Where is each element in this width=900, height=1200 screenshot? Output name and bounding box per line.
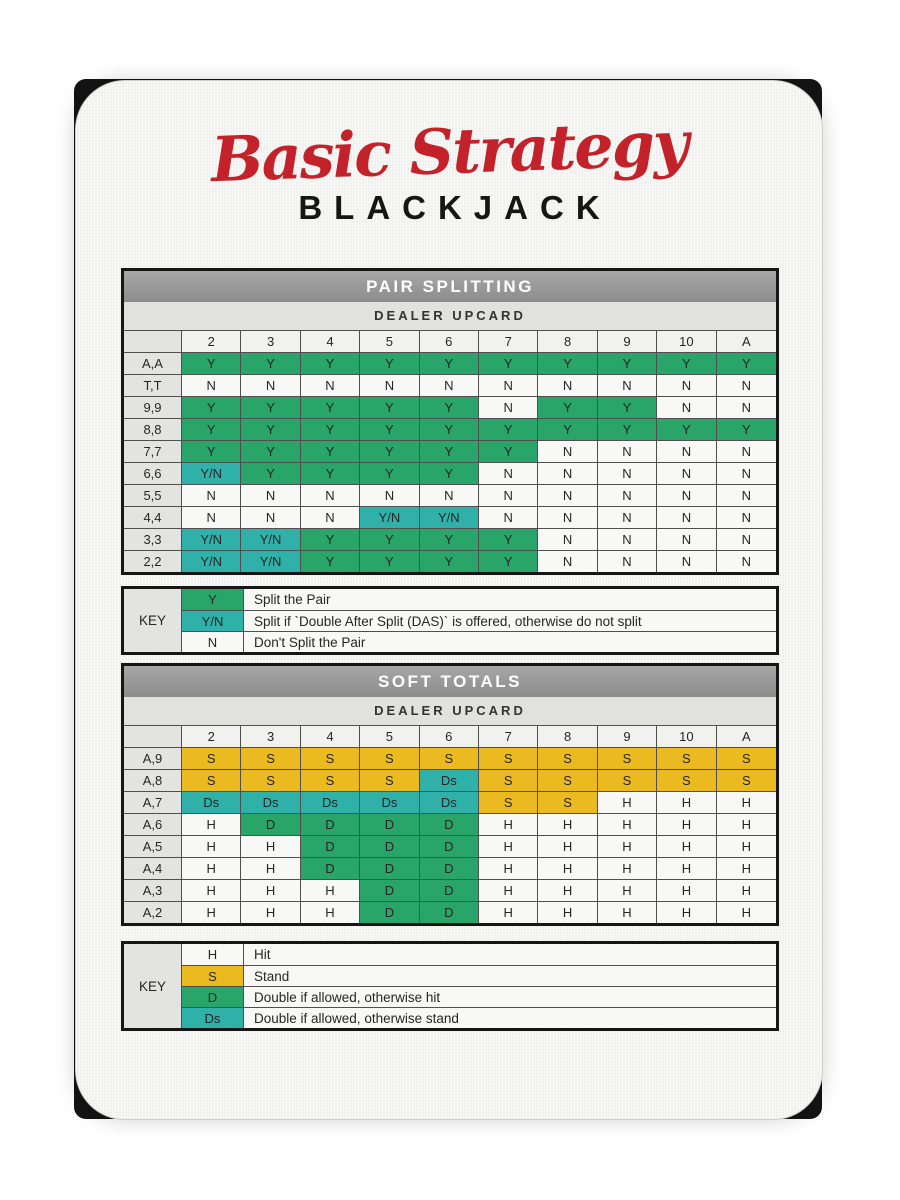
- strategy-cell: H: [717, 902, 776, 923]
- strategy-cell: S: [360, 770, 419, 791]
- soft-totals-title: SOFT TOTALS: [124, 666, 776, 697]
- strategy-cell: S: [360, 748, 419, 769]
- strategy-cell: N: [479, 485, 538, 506]
- strategy-cell: S: [301, 748, 360, 769]
- strategy-cell: H: [657, 792, 716, 813]
- column-header-9: 9: [598, 331, 657, 352]
- strategy-cell: N: [301, 375, 360, 396]
- key-swatch-n: N: [182, 631, 244, 652]
- strategy-cell: H: [301, 902, 360, 923]
- strategy-cell: S: [657, 770, 716, 791]
- strategy-cell: N: [182, 485, 241, 506]
- strategy-cell: H: [717, 880, 776, 901]
- strategy-cell: S: [538, 770, 597, 791]
- soft-totals-table: [121, 663, 779, 926]
- table-row-a-a: [124, 352, 776, 374]
- column-header-4: 4: [301, 726, 360, 747]
- table-row-2-2: [124, 550, 776, 572]
- strategy-cell: H: [479, 902, 538, 923]
- row-label: A,9: [124, 748, 182, 769]
- strategy-cell: N: [657, 485, 716, 506]
- strategy-cell: Y: [360, 463, 419, 484]
- row-label: 7,7: [124, 441, 182, 462]
- strategy-cell: H: [538, 836, 597, 857]
- strategy-cell: H: [301, 880, 360, 901]
- strategy-cell: Y: [479, 419, 538, 440]
- soft-totals-grid: [124, 725, 776, 923]
- column-header-4: 4: [301, 331, 360, 352]
- column-header-row: [124, 330, 776, 352]
- strategy-cell: N: [538, 441, 597, 462]
- strategy-cell: Y: [241, 441, 300, 462]
- strategy-cell: H: [538, 902, 597, 923]
- strategy-cell: N: [717, 507, 776, 528]
- strategy-cell: Y: [182, 441, 241, 462]
- strategy-cell: N: [717, 529, 776, 550]
- row-label: 2,2: [124, 551, 182, 572]
- strategy-cell: N: [717, 441, 776, 462]
- strategy-cell: Y: [360, 441, 419, 462]
- strategy-cell: N: [360, 375, 419, 396]
- row-label: A,7: [124, 792, 182, 813]
- strategy-cell: H: [717, 858, 776, 879]
- strategy-cell: H: [538, 814, 597, 835]
- strategy-cell: Y: [360, 397, 419, 418]
- corner-cell: [124, 726, 182, 747]
- strategy-cell: S: [538, 748, 597, 769]
- key-swatch-d: D: [182, 986, 244, 1007]
- strategy-cell: H: [598, 902, 657, 923]
- strategy-card: [75, 80, 823, 1120]
- strategy-cell: S: [538, 792, 597, 813]
- strategy-cell: Y: [598, 419, 657, 440]
- strategy-cell: N: [360, 485, 419, 506]
- table-row-6-6: [124, 462, 776, 484]
- strategy-cell: D: [360, 902, 419, 923]
- strategy-cell: N: [301, 485, 360, 506]
- strategy-cell: N: [420, 375, 479, 396]
- key-description-s: Stand: [244, 965, 776, 986]
- strategy-cell: N: [182, 507, 241, 528]
- table-row-a-9: [124, 747, 776, 769]
- key-description-n: Don't Split the Pair: [244, 631, 776, 652]
- strategy-cell: N: [717, 463, 776, 484]
- strategy-cell: Y/N: [182, 529, 241, 550]
- strategy-cell: H: [717, 814, 776, 835]
- strategy-cell: Y: [360, 419, 419, 440]
- strategy-cell: S: [479, 792, 538, 813]
- strategy-cell: H: [657, 858, 716, 879]
- strategy-cell: S: [717, 748, 776, 769]
- strategy-cell: N: [479, 507, 538, 528]
- strategy-cell: N: [657, 441, 716, 462]
- strategy-cell: S: [182, 748, 241, 769]
- strategy-cell: N: [598, 485, 657, 506]
- strategy-cell: H: [241, 902, 300, 923]
- table-row-a-8: [124, 769, 776, 791]
- table-row-a-2: [124, 901, 776, 923]
- strategy-cell: H: [598, 836, 657, 857]
- key-swatch-y-n: Y/N: [182, 610, 244, 631]
- strategy-cell: N: [598, 441, 657, 462]
- strategy-cell: N: [538, 463, 597, 484]
- strategy-cell: H: [479, 858, 538, 879]
- strategy-cell: N: [598, 463, 657, 484]
- strategy-cell: Y: [420, 551, 479, 572]
- column-header-6: 6: [420, 726, 479, 747]
- strategy-cell: H: [538, 880, 597, 901]
- strategy-cell: Y: [538, 397, 597, 418]
- strategy-cell: H: [538, 858, 597, 879]
- strategy-cell: H: [657, 880, 716, 901]
- strategy-cell: Y: [301, 529, 360, 550]
- row-label: 9,9: [124, 397, 182, 418]
- strategy-cell: N: [657, 463, 716, 484]
- key-swatch-ds: Ds: [182, 1007, 244, 1028]
- strategy-cell: Y: [360, 529, 419, 550]
- table-row-a-5: [124, 835, 776, 857]
- strategy-cell: N: [717, 375, 776, 396]
- strategy-cell: Ds: [360, 792, 419, 813]
- key-description-ds: Double if allowed, otherwise stand: [244, 1007, 776, 1028]
- strategy-cell: H: [479, 814, 538, 835]
- strategy-cell: D: [360, 858, 419, 879]
- column-header-9: 9: [598, 726, 657, 747]
- table-row-4-4: [124, 506, 776, 528]
- strategy-cell: Y/N: [182, 463, 241, 484]
- strategy-cell: H: [598, 880, 657, 901]
- strategy-cell: Y: [360, 551, 419, 572]
- strategy-cell: S: [479, 770, 538, 791]
- strategy-cell: H: [241, 836, 300, 857]
- table-row-a-6: [124, 813, 776, 835]
- strategy-cell: N: [598, 529, 657, 550]
- strategy-cell: N: [598, 551, 657, 572]
- strategy-cell: H: [657, 902, 716, 923]
- strategy-cell: H: [241, 880, 300, 901]
- strategy-cell: Y: [420, 353, 479, 374]
- strategy-cell: D: [420, 814, 479, 835]
- strategy-cell: D: [420, 902, 479, 923]
- row-label: T,T: [124, 375, 182, 396]
- strategy-cell: Y: [538, 353, 597, 374]
- key-description-y: Split the Pair: [254, 592, 331, 607]
- strategy-cell: N: [657, 507, 716, 528]
- column-header-8: 8: [538, 726, 597, 747]
- strategy-cell: S: [598, 748, 657, 769]
- strategy-cell: N: [598, 507, 657, 528]
- strategy-cell: Y: [360, 353, 419, 374]
- strategy-cell: N: [538, 507, 597, 528]
- strategy-cell: Y: [301, 463, 360, 484]
- column-header-8: 8: [538, 331, 597, 352]
- strategy-cell: N: [717, 397, 776, 418]
- strategy-cell: Y: [241, 419, 300, 440]
- row-label: A,3: [124, 880, 182, 901]
- strategy-cell: Y: [538, 419, 597, 440]
- strategy-cell: Y: [301, 397, 360, 418]
- table-row-7-7: [124, 440, 776, 462]
- strategy-cell: Y: [301, 441, 360, 462]
- strategy-cell: N: [479, 463, 538, 484]
- strategy-cell: N: [657, 551, 716, 572]
- row-label: A,4: [124, 858, 182, 879]
- strategy-cell: H: [182, 836, 241, 857]
- strategy-cell: Y: [657, 419, 716, 440]
- strategy-cell: Y: [420, 419, 479, 440]
- strategy-cell: Y: [182, 419, 241, 440]
- pair-splitting-key: [121, 586, 779, 655]
- column-header-3: 3: [241, 331, 300, 352]
- strategy-cell: Ds: [420, 770, 479, 791]
- strategy-cell: Y: [598, 353, 657, 374]
- key-description-h: Hit: [254, 947, 271, 962]
- strategy-cell: N: [420, 485, 479, 506]
- strategy-cell: Y/N: [241, 551, 300, 572]
- key-description-d: Double if allowed, otherwise hit: [244, 986, 776, 1007]
- strategy-cell: Y: [479, 529, 538, 550]
- strategy-cell: H: [657, 814, 716, 835]
- row-label: A,8: [124, 770, 182, 791]
- strategy-cell: N: [598, 375, 657, 396]
- row-label: 5,5: [124, 485, 182, 506]
- strategy-cell: S: [241, 770, 300, 791]
- pair-splitting-table: [121, 268, 779, 575]
- strategy-cell: S: [182, 770, 241, 791]
- strategy-cell: Y/N: [420, 507, 479, 528]
- column-header-10: 10: [657, 331, 716, 352]
- key-label: KEY: [124, 589, 182, 652]
- strategy-cell: Y: [301, 353, 360, 374]
- strategy-cell: D: [241, 814, 300, 835]
- strategy-cell: Y: [598, 397, 657, 418]
- strategy-cell: N: [657, 375, 716, 396]
- pair-splitting-dealer-upcard-label: DEALER UPCARD: [124, 302, 776, 330]
- title-main: BLACKJACK: [298, 189, 612, 226]
- column-header-2: 2: [182, 726, 241, 747]
- strategy-cell: N: [717, 485, 776, 506]
- strategy-cell: N: [479, 375, 538, 396]
- key-swatch-s: S: [182, 965, 244, 986]
- soft-totals-key: [121, 941, 779, 1031]
- column-header-5: 5: [360, 331, 419, 352]
- pair-splitting-title: PAIR SPLITTING: [124, 271, 776, 302]
- row-label: 8,8: [124, 419, 182, 440]
- strategy-cell: S: [657, 748, 716, 769]
- strategy-cell: Y: [420, 463, 479, 484]
- row-label: A,2: [124, 902, 182, 923]
- strategy-cell: Y/N: [360, 507, 419, 528]
- strategy-cell: Y: [241, 353, 300, 374]
- strategy-cell: Y: [301, 551, 360, 572]
- strategy-cell: H: [598, 792, 657, 813]
- strategy-cell: H: [241, 858, 300, 879]
- strategy-cell: H: [717, 836, 776, 857]
- table-row-a-3: [124, 879, 776, 901]
- strategy-cell: Ds: [182, 792, 241, 813]
- strategy-cell: N: [241, 375, 300, 396]
- strategy-cell: D: [420, 880, 479, 901]
- strategy-cell: D: [420, 836, 479, 857]
- strategy-cell: Y: [241, 397, 300, 418]
- key-swatch-y: Y: [182, 589, 244, 610]
- column-header-a: A: [717, 331, 776, 352]
- strategy-cell: H: [598, 814, 657, 835]
- table-row-t-t: [124, 374, 776, 396]
- table-row-8-8: [124, 418, 776, 440]
- strategy-cell: Ds: [301, 792, 360, 813]
- soft-totals-dealer-upcard-label: DEALER UPCARD: [124, 697, 776, 725]
- row-label: 4,4: [124, 507, 182, 528]
- strategy-cell: Ds: [420, 792, 479, 813]
- strategy-cell: D: [360, 880, 419, 901]
- strategy-cell: H: [182, 880, 241, 901]
- strategy-cell: N: [538, 529, 597, 550]
- strategy-cell: N: [657, 397, 716, 418]
- row-label: 6,6: [124, 463, 182, 484]
- strategy-cell: Y: [657, 353, 716, 374]
- strategy-cell: D: [420, 858, 479, 879]
- strategy-cell: Y/N: [241, 529, 300, 550]
- pair-splitting-grid: [124, 330, 776, 572]
- strategy-cell: H: [479, 836, 538, 857]
- strategy-cell: Y: [479, 353, 538, 374]
- strategy-cell: N: [538, 375, 597, 396]
- strategy-cell: Y: [241, 463, 300, 484]
- strategy-cell: Y: [479, 441, 538, 462]
- strategy-cell: H: [182, 858, 241, 879]
- strategy-cell: S: [420, 748, 479, 769]
- strategy-cell: Y: [479, 551, 538, 572]
- strategy-cell: H: [182, 902, 241, 923]
- column-header-7: 7: [479, 331, 538, 352]
- strategy-cell: Y: [717, 353, 776, 374]
- strategy-cell: H: [657, 836, 716, 857]
- strategy-cell: N: [182, 375, 241, 396]
- corner-cell: [124, 331, 182, 352]
- strategy-cell: H: [182, 814, 241, 835]
- title-script: Basic Strategy: [209, 106, 689, 197]
- strategy-cell: S: [598, 770, 657, 791]
- strategy-cell: D: [360, 814, 419, 835]
- strategy-cell: N: [241, 485, 300, 506]
- strategy-cell: Y: [301, 419, 360, 440]
- strategy-cell: D: [301, 836, 360, 857]
- row-label: A,5: [124, 836, 182, 857]
- strategy-cell: Ds: [241, 792, 300, 813]
- row-label: A,A: [124, 353, 182, 374]
- strategy-cell: Y: [182, 397, 241, 418]
- strategy-cell: S: [301, 770, 360, 791]
- strategy-cell: N: [538, 551, 597, 572]
- column-header-10: 10: [657, 726, 716, 747]
- strategy-cell: N: [657, 529, 716, 550]
- key-swatch-h: H: [182, 944, 244, 965]
- strategy-cell: N: [241, 507, 300, 528]
- column-header-a: A: [717, 726, 776, 747]
- row-label: A,6: [124, 814, 182, 835]
- strategy-cell: D: [301, 814, 360, 835]
- strategy-cell: H: [598, 858, 657, 879]
- table-row-a-4: [124, 857, 776, 879]
- strategy-cell: Y: [182, 353, 241, 374]
- strategy-cell: N: [717, 551, 776, 572]
- strategy-cell: Y: [420, 441, 479, 462]
- key-description-y-n: Split if `Double After Split (DAS)` is offered, otherwise do not split: [244, 610, 776, 631]
- column-header-row: [124, 725, 776, 747]
- strategy-cell: S: [479, 748, 538, 769]
- column-header-2: 2: [182, 331, 241, 352]
- strategy-cell: D: [301, 858, 360, 879]
- strategy-cell: N: [479, 397, 538, 418]
- strategy-cell: Y: [420, 529, 479, 550]
- table-row-5-5: [124, 484, 776, 506]
- column-header-5: 5: [360, 726, 419, 747]
- strategy-cell: N: [301, 507, 360, 528]
- strategy-cell: H: [479, 880, 538, 901]
- table-row-3-3: [124, 528, 776, 550]
- table-row-a-7: [124, 791, 776, 813]
- column-header-7: 7: [479, 726, 538, 747]
- strategy-cell: S: [717, 770, 776, 791]
- table-row-9-9: [124, 396, 776, 418]
- strategy-cell: D: [360, 836, 419, 857]
- column-header-3: 3: [241, 726, 300, 747]
- strategy-cell: S: [241, 748, 300, 769]
- strategy-cell: Y: [717, 419, 776, 440]
- key-label: KEY: [124, 944, 182, 1028]
- column-header-6: 6: [420, 331, 479, 352]
- strategy-cell: Y: [420, 397, 479, 418]
- strategy-cell: Y/N: [182, 551, 241, 572]
- row-label: 3,3: [124, 529, 182, 550]
- strategy-cell: N: [538, 485, 597, 506]
- strategy-cell: H: [717, 792, 776, 813]
